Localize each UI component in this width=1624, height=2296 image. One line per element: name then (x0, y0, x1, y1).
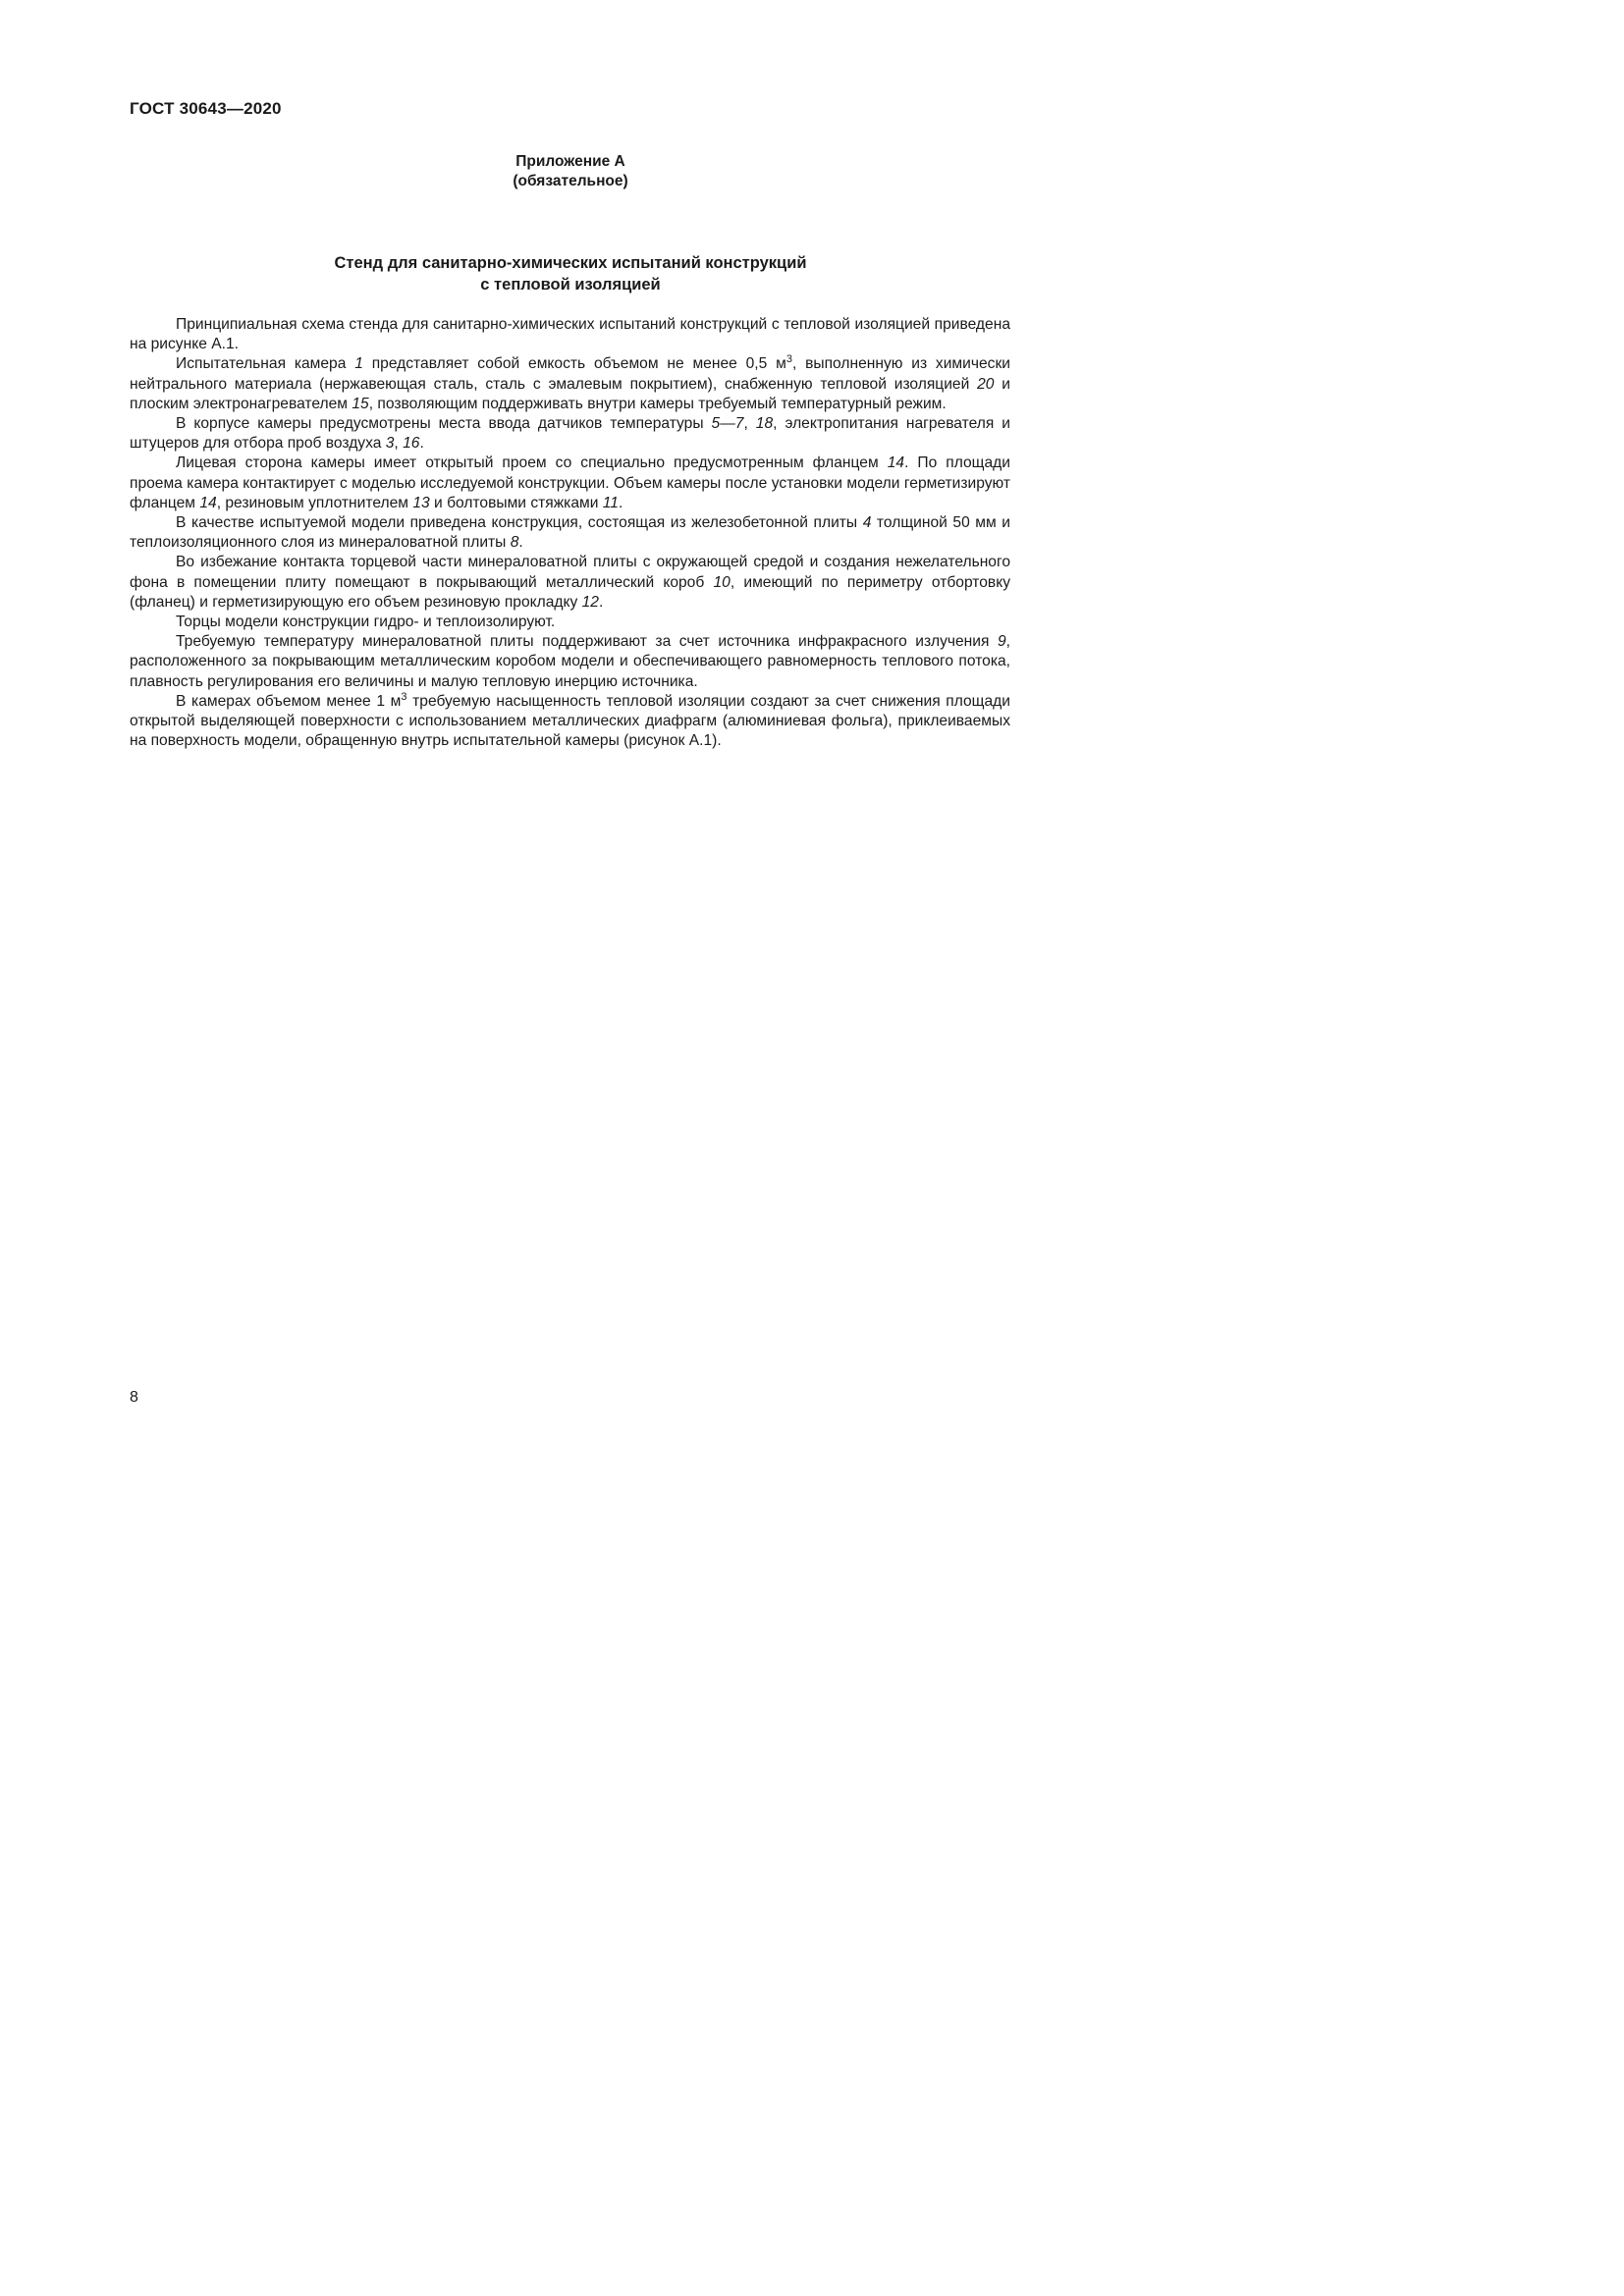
text-run: требуемую насыщенность тепловой изоляции создают за счет снижения площади открытой выделяющей поверхности с использованием металлических диафрагм (алюминиевая фольга), приклеиваемых на поверхность модели, обращенную внутрь испытательной камеры (рисунок А.1). (130, 692, 1010, 750)
item-number: 20 (977, 375, 995, 393)
text-run: Требуемую температуру минераловатной плиты поддерживают за счет источника инфракрасного излучения (176, 633, 998, 651)
text-run: , (743, 415, 756, 433)
text-run: , резиновым уплотнителем (216, 494, 413, 511)
item-number: 8 (510, 534, 519, 552)
text-run: . (518, 534, 523, 552)
item-number: 14 (887, 454, 905, 472)
paragraph (130, 613, 1010, 632)
item-number: 14 (199, 494, 217, 511)
appendix-status: (обязательное) (513, 173, 628, 189)
paragraph (130, 454, 1010, 513)
text-run: Лицевая сторона камеры имеет открытый проем со специально предусмотренным фланцем (176, 454, 888, 472)
appendix-heading (0, 152, 1141, 191)
text-run: . По площади проема камера контактирует с моделью исследуемой конструкции. Объем камеры после установки модели герметизируют фланцем (130, 454, 1010, 511)
document-code: ГОСТ 30643—2020 (130, 99, 282, 118)
text-run: В корпусе камеры предусмотрены места ввода датчиков температуры (176, 415, 712, 433)
item-number: 9 (997, 633, 1006, 651)
text-run: и болтовыми стяжками (429, 494, 603, 511)
paragraph (130, 632, 1010, 692)
text-run: и плоским электронагревателем (130, 375, 1010, 412)
text-run: Во избежание контакта торцевой части минераловатной плиты с окружающей средой и создания нежелательного фона в помещении плиту помещают в покрывающий металлический короб (130, 554, 1010, 591)
superscript: 3 (401, 690, 407, 703)
item-number: 5—7 (711, 415, 744, 433)
paragraph (130, 354, 1010, 414)
text-run: , имеющий по периметру отбортовку (фланец) и герметизирующую его объем резиновую прокладку (130, 573, 1010, 611)
item-number: 4 (862, 514, 872, 532)
text-run: представляет собой емкость объемом не менее 0,5 м (362, 355, 786, 373)
text-run: толщиной 50 мм и теплоизоляционного слоя из минераловатной плиты (130, 514, 1010, 552)
text-run: Испытательная камера (176, 355, 355, 373)
text-run: Принципиальная схема стенда для санитарно-химических испытаний конструкций с тепловой изоляцией приведена на рисунке А.1. (130, 316, 1010, 353)
paragraph (130, 692, 1010, 752)
appendix-label: Приложение А (515, 153, 625, 170)
paragraph (130, 513, 1010, 553)
item-number: 18 (755, 415, 774, 433)
page-number: 8 (130, 1389, 138, 1406)
text-run: , электропитания нагревателя и штуцеров для отбора проб воздуха (130, 415, 1010, 453)
text-run: , расположенного за покрывающим металлическим коробом модели и обеспечивающего равномерность теплового потока, плавность регулирования его величины и малую тепловую инерцию источника. (130, 633, 1010, 690)
body-text (130, 315, 1010, 751)
text-run: . (618, 494, 623, 511)
section-title-line-2: с тепловой изоляцией (480, 276, 661, 294)
text-run: , выполненную из химически нейтрального материала (нержавеющая сталь, сталь с эмалевым покрытием), снабженную тепловой изоляцией (130, 355, 1010, 393)
text-run: В камерах объемом менее 1 м (176, 692, 402, 710)
paragraph (130, 553, 1010, 613)
text-run: , (394, 435, 404, 453)
section-title (0, 252, 1141, 295)
paragraph (130, 414, 1010, 454)
text-run: . (598, 593, 604, 611)
item-number: 12 (581, 593, 599, 611)
item-number: 16 (403, 435, 420, 453)
text-run: В качестве испытуемой модели приведена конструкция, состоящая из железобетонной плиты (176, 514, 863, 532)
text-run: , позволяющим поддерживать внутри камеры требуемый температурный режим. (368, 395, 947, 412)
text-run: Торцы модели конструкции гидро- и теплоизолируют. (176, 614, 556, 631)
paragraph (130, 315, 1010, 354)
section-title-line-1: Стенд для санитарно-химических испытаний конструкций (334, 254, 807, 272)
item-number: 13 (412, 494, 430, 511)
text-run: . (419, 435, 424, 453)
item-number: 1 (354, 355, 363, 373)
item-number: 11 (602, 494, 619, 511)
item-number: 15 (352, 395, 369, 412)
superscript: 3 (785, 353, 792, 366)
item-number: 10 (713, 573, 731, 591)
item-number: 3 (385, 435, 395, 453)
